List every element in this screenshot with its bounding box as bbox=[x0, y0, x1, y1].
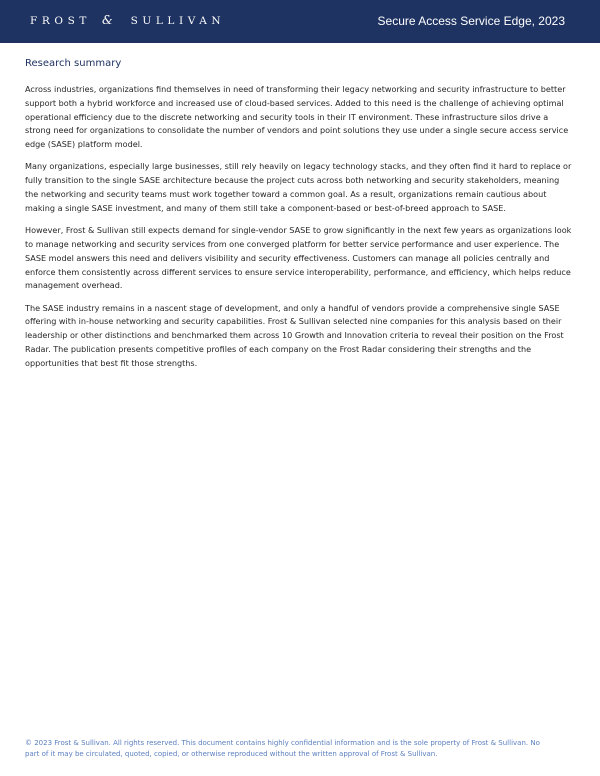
brand-logo-ampersand: & bbox=[101, 13, 113, 27]
brand-logo-word-sullivan: SULLIVAN bbox=[130, 15, 226, 27]
section-title: Research summary bbox=[25, 58, 122, 69]
summary-paragraph-4: The SASE industry remains in a nascent stage of development, and only a handful of vendors provide a comprehensive single SASE offering with in-house networking and security capabilities. Frost & Sullivan selected nine companies for this analysis based on their leadership or other distinctions and benchmarked them across 10 Growth and Innovation criteria to reveal their position on the Frost Radar. The publication presents competitive profiles of each company on the Frost Radar considering their strengths and the opportunities that best fit those strengths. bbox=[25, 302, 564, 368]
page-header bbox=[0, 0, 600, 43]
summary-paragraph-3: However, Frost & Sullivan still expects demand for single-vendor SASE to grow significantly in the next few years as organizations look to manage networking and security services from one converged platform for better service performance and user experience. The SASE model answers this need and delivers visibility and security effectiveness. Customers can manage all policies centrally and enforce them consistently across different services to ensure service interoperability, performance, and efficiency, which helps reduce management overhead. bbox=[25, 225, 572, 291]
brand-logo bbox=[30, 13, 225, 27]
document-title: Secure Access Service Edge, 2023 bbox=[377, 14, 565, 28]
main-content bbox=[25, 57, 575, 379]
copyright-footer: © 2023 Frost & Sullivan. All rights reserved. This document contains highly confidential information and is the sole property of Frost & Sullivan. No part of it may be circulated, quoted, copied, or otherwise reproduced without the written approval of Frost & Sullivan. bbox=[25, 739, 540, 758]
summary-paragraph-2: Many organizations, especially large businesses, still rely heavily on legacy technology stacks, and they often find it hard to replace or fully transition to the single SASE architecture because the project cuts across both networking and security stakeholders, meaning the networking and security teams must work together toward a common goal. As a result, organizations remain cautious about making a single SASE investment, and many of them still take a component-based or best-of-breed approach to SASE. bbox=[25, 161, 572, 213]
summary-paragraph-1: Across industries, organizations find themselves in need of transforming their legacy networking and security infrastructure to better support both a hybrid workforce and increased use of cloud-based services. Added to this need is the challenge of achieving optimal operational efficiency due to the discrete networking and security tools in their IT environment. These infrastructure silos drive a strong need for organizations to consolidate the number of vendors and point solutions they use under a single secure access service edge (SASE) platform model. bbox=[25, 84, 569, 150]
brand-logo-word-frost: FROST bbox=[30, 15, 91, 27]
